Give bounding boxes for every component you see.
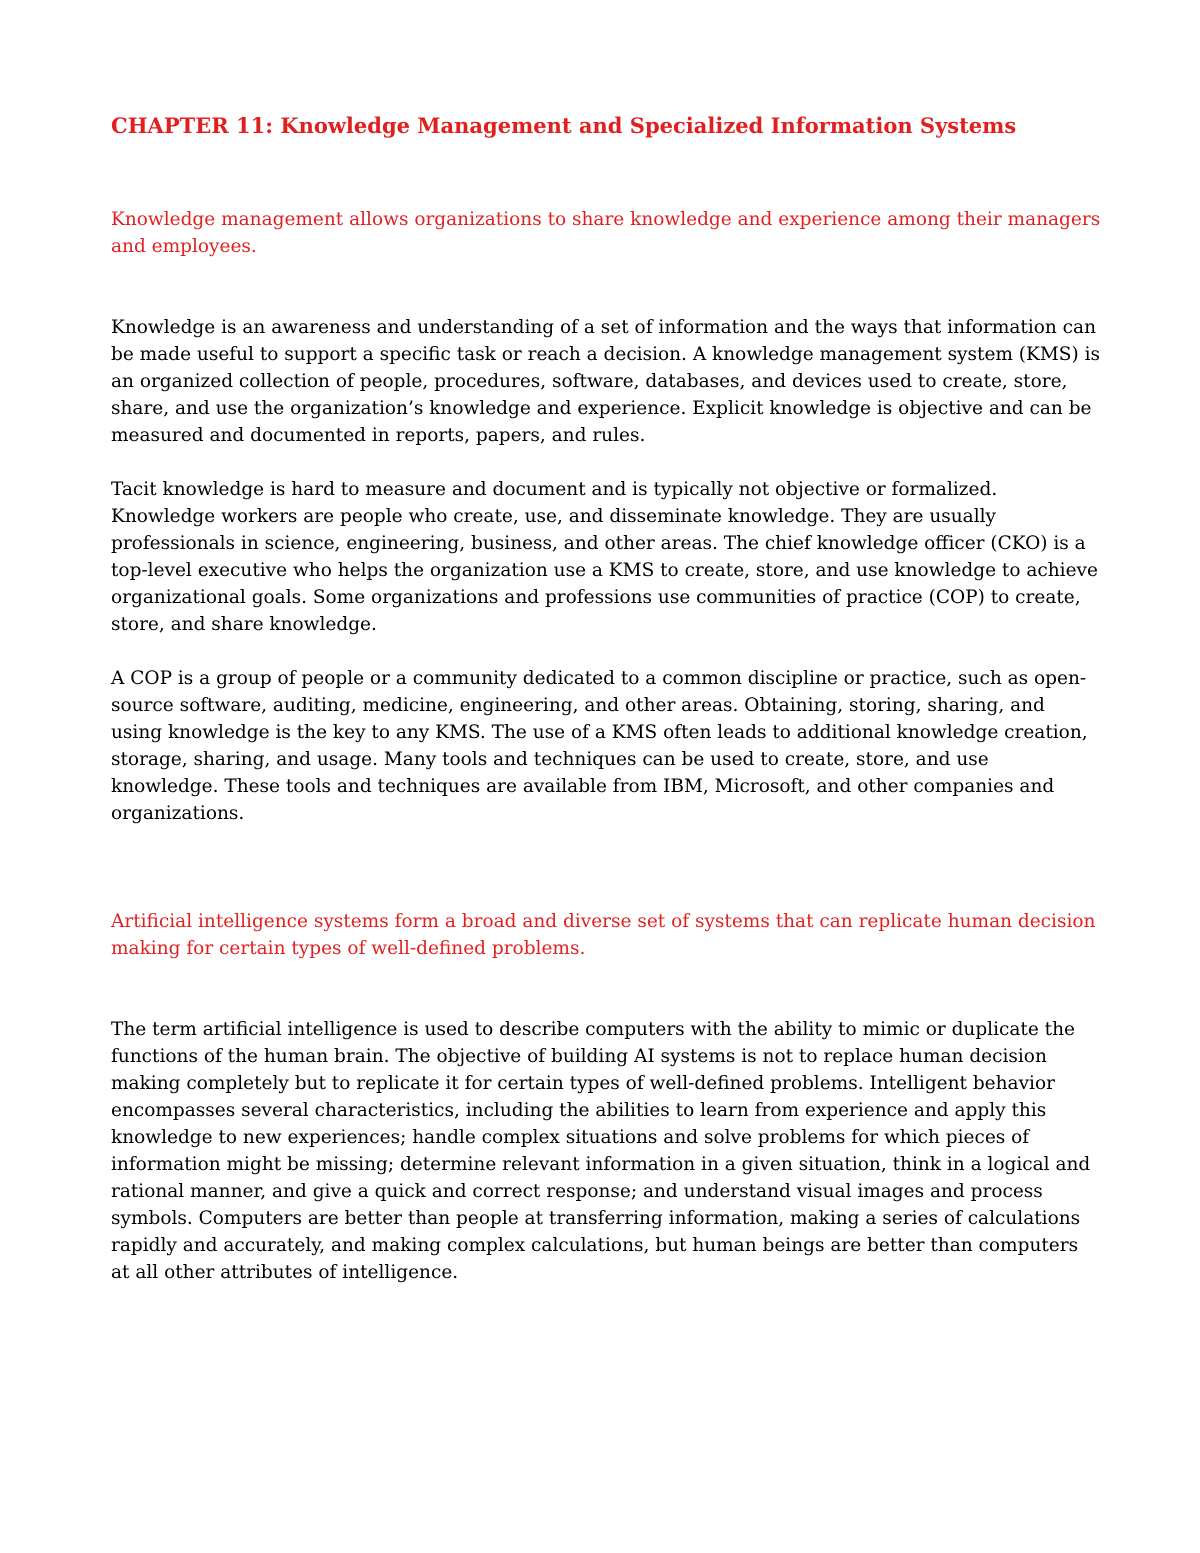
chapter-title: CHAPTER 11: Knowledge Management and Specialized Information Systems bbox=[111, 113, 1017, 138]
paragraph-artificial-intelligence: The term artificial intelligence is used to describe computers with the ability to mimic or duplicate the functions of the human brain. The objective of building AI systems is not to replace human decision making completely but to replicate it for certain types of well-defined problems. Intelligent behavior encompasses several characteristics, including the abilities to learn from experience and apply this knowledge to new experiences; handle complex situations and solve problems for which pieces of information might be missing; determine relevant information in a given situation, think in a logical and rational manner, and give a quick and correct response; and understand visual images and process symbols. Computers are better than people at transferring information, making a series of calculations rapidly and accurately, and making complex calculations, but human beings are better than computers at all other attributes of intelligence. bbox=[111, 1019, 1091, 1283]
paragraph-tacit-knowledge: Tacit knowledge is hard to measure and document and is typically not objective or formalized. Knowledge workers are people who create, use, and disseminate knowledge. They are usually professionals in science, engineering, business, and other areas. The chief knowledge officer (CKO) is a top-level executive who helps the organization use a KMS to create, store, and use knowledge to achieve organizational goals. Some organizations and professions use communities of practice (COP) to create, store, and share knowledge. bbox=[111, 479, 1098, 635]
section-heading-knowledge-management: Knowledge management allows organizations to share knowledge and experience among their managers and employees. bbox=[111, 209, 1101, 257]
section-heading-artificial-intelligence: Artificial intelligence systems form a broad and diverse set of systems that can replicate human decision making for certain types of well-defined problems. bbox=[111, 911, 1096, 959]
paragraph-communities-of-practice: A COP is a group of people or a community dedicated to a common discipline or practice, such as open-source software, auditing, medicine, engineering, and other areas. Obtaining, storing, sharing, and using knowledge is the key to any KMS. The use of a KMS often leads to additional knowledge creation, storage, sharing, and usage. Many tools and techniques can be used to create, store, and use knowledge. These tools and techniques are available from IBM, Microsoft, and other companies and organizations. bbox=[111, 668, 1088, 824]
document-page bbox=[111, 112, 1101, 1286]
paragraph-knowledge-definition: Knowledge is an awareness and understanding of a set of information and the ways that information can be made useful to support a specific task or reach a decision. A knowledge management system (KMS) is an organized collection of people, procedures, software, databases, and devices used to create, store, share, and use the organization’s knowledge and experience. Explicit knowledge is objective and can be measured and documented in reports, papers, and rules. bbox=[111, 317, 1100, 446]
